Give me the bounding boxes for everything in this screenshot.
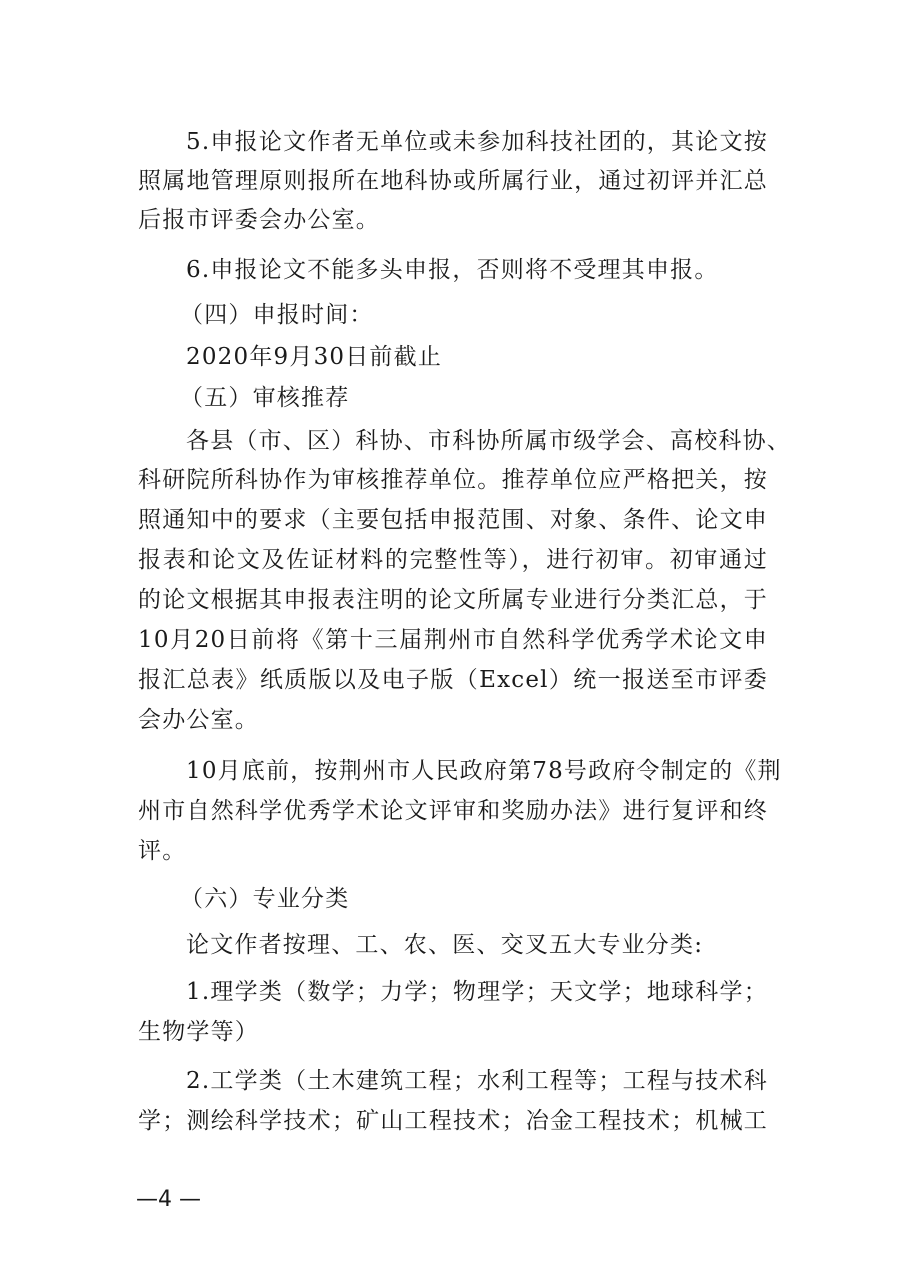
final-review-line-2: 州市自然科学优秀学术论文评审和奖励办法》进行复评和终: [138, 798, 768, 824]
review-paragraph-line-3: 照通知中的要求（主要包括申报范围、对象、条件、论文申: [138, 507, 768, 533]
science-category-line-1: 1.理学类（数学；力学；物理学；天文学；地球科学；: [186, 979, 768, 1005]
section-5-heading: （五）审核推荐: [180, 385, 350, 411]
review-paragraph-line-7: 报汇总表》纸质版以及电子版（Excel）统一报送至市评委: [138, 667, 768, 693]
review-paragraph-line-4: 报表和论文及佐证材料的完整性等），进行初审。初审通过: [138, 547, 768, 573]
review-paragraph-line-1: 各县（市、区）科协、市科协所属市级学会、高校科协、: [186, 428, 791, 454]
review-paragraph-line-2: 科研院所科协作为审核推荐单位。推荐单位应严格把关，按: [138, 467, 768, 493]
paragraph-5-line-2: 照属地管理原则报所在地科协或所属行业，通过初评并汇总: [138, 168, 768, 194]
science-category-line-2: 生物学等）: [138, 1019, 259, 1045]
page-number: —4 —: [136, 1187, 201, 1212]
paragraph-6: 6.申报论文不能多头申报，否则将不受理其申报。: [186, 257, 719, 283]
review-paragraph-line-6: 10月20日前将《第十三届荆州市自然科学优秀学术论文申: [138, 627, 768, 653]
paragraph-5-line-3: 后报市评委会办公室。: [138, 207, 380, 233]
engineering-category-line-2: 学；测绘科学技术；矿山工程技术；冶金工程技术；机械工: [138, 1108, 768, 1134]
final-review-line-1: 10月底前，按荆州市人民政府第78号政府令制定的《荆: [186, 758, 782, 784]
review-paragraph-line-8: 会办公室。: [138, 707, 259, 733]
final-review-line-3: 评。: [138, 838, 187, 864]
section-4-heading: （四）申报时间：: [180, 302, 374, 328]
category-intro: 论文作者按理、工、农、医、交叉五大专业分类:: [186, 932, 704, 958]
paragraph-5-line-1: 5.申报论文作者无单位或未参加科技社团的，其论文按: [186, 129, 768, 155]
review-paragraph-line-5: 的论文根据其申报表注明的论文所属专业进行分类汇总，于: [138, 587, 768, 613]
deadline-text: 2020年9月30日前截止: [186, 344, 443, 370]
engineering-category-line-1: 2.工学类（土木建筑工程；水利工程等；工程与技术科: [186, 1068, 768, 1094]
section-6-heading: （六）专业分类: [180, 886, 350, 912]
